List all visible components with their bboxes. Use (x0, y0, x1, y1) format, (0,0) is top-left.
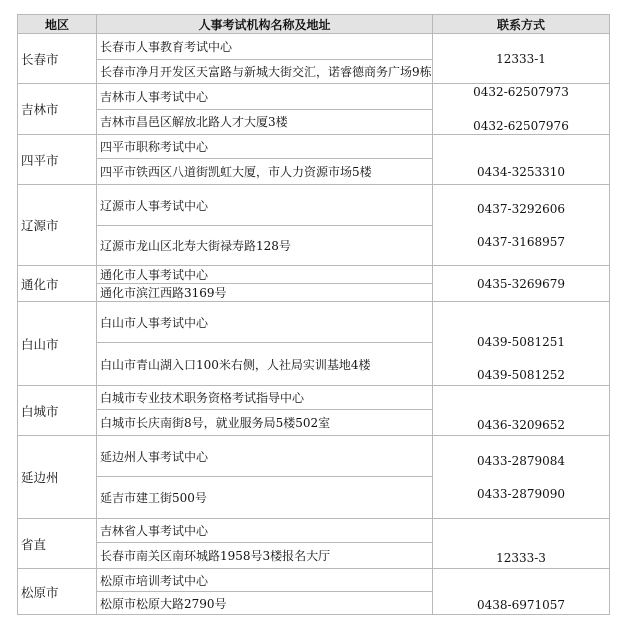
institution-name: 延边州人事考试中心 (97, 436, 433, 477)
exam-institutions-table (17, 14, 610, 615)
institution-address: 松原市松原大路2790号 (97, 592, 433, 615)
institution-address: 通化市滨江西路3169号 (97, 284, 433, 302)
phone-number: 12333-1 (496, 51, 546, 66)
phone-number: 0435-3269679 (476, 276, 566, 291)
institution-name: 辽源市人事考试中心 (97, 185, 433, 226)
table-row (18, 185, 610, 226)
contact-cell (433, 34, 610, 84)
phone-number: 0438-6971057 (476, 598, 566, 612)
table-row (18, 266, 610, 284)
institution-address: 辽源市龙山区北寿大街禄寿路128号 (97, 226, 433, 266)
region-cell: 延边州 (18, 436, 97, 519)
institution-name: 吉林省人事考试中心 (97, 519, 433, 543)
region-cell: 通化市 (18, 266, 97, 302)
region-cell: 松原市 (18, 569, 97, 615)
table-row (18, 569, 610, 592)
table-row (18, 519, 610, 543)
institution-address: 白城市长庆南街8号，就业服务局5楼502室 (97, 410, 433, 436)
table-header-row (18, 15, 610, 34)
institution-name: 四平市职称考试中心 (97, 135, 433, 159)
header-contact: 联系方式 (433, 15, 610, 34)
institution-address: 四平市铁西区八道街凯虹大厦，市人力资源市场5楼 (97, 159, 433, 185)
phone-number: 0439-5081252 (476, 368, 566, 382)
phone-number: 0434-3253310 (476, 165, 566, 179)
phone-number: 0432-62507973 (473, 85, 569, 99)
institution-name: 松原市培训考试中心 (97, 569, 433, 592)
institution-name: 长春市人事教育考试中心 (97, 34, 433, 60)
phone-number: 0432-62507976 (473, 119, 569, 133)
phone-number: 12333-3 (496, 551, 546, 565)
contact-cell (433, 569, 610, 615)
institution-address: 吉林市昌邑区解放北路人才大厦3楼 (97, 109, 433, 135)
institution-name: 吉林市人事考试中心 (97, 84, 433, 110)
contact-cell (433, 135, 610, 185)
contact-cell (433, 185, 610, 266)
contact-cell (433, 266, 610, 302)
contact-cell (433, 436, 610, 519)
phone-number: 0437-3168957 (476, 234, 566, 249)
contact-cell (433, 302, 610, 386)
region-cell: 白山市 (18, 302, 97, 386)
header-institution: 人事考试机构名称及地址 (97, 15, 433, 34)
header-region: 地区 (18, 15, 97, 34)
contact-cell (433, 84, 610, 135)
institution-address: 延吉市建工街500号 (97, 477, 433, 519)
institution-address: 长春市净月开发区天富路与新城大街交汇，诺睿德商务广场9栋 (97, 60, 433, 84)
contact-cell (433, 386, 610, 436)
region-cell: 省直 (18, 519, 97, 569)
phone-number: 0433-2879084 (476, 453, 566, 468)
table-row (18, 302, 610, 343)
phone-number: 0439-5081251 (476, 335, 566, 349)
table-row (18, 84, 610, 110)
region-cell: 白城市 (18, 386, 97, 436)
institution-address: 长春市南关区南环城路1958号3楼报名大厅 (97, 543, 433, 569)
region-cell: 长春市 (18, 34, 97, 84)
region-cell: 吉林市 (18, 84, 97, 135)
institution-name: 白山市人事考试中心 (97, 302, 433, 343)
phone-number: 0436-3209652 (476, 418, 566, 432)
institution-address: 白山市青山湖入口100米右侧，人社局实训基地4楼 (97, 343, 433, 386)
table-row (18, 386, 610, 410)
contact-cell (433, 519, 610, 569)
region-cell: 四平市 (18, 135, 97, 185)
table-row (18, 436, 610, 477)
institution-name: 白城市专业技术职务资格考试指导中心 (97, 386, 433, 410)
table-row (18, 135, 610, 159)
table-row (18, 34, 610, 60)
institution-name: 通化市人事考试中心 (97, 266, 433, 284)
region-cell: 辽源市 (18, 185, 97, 266)
phone-number: 0433-2879090 (476, 486, 566, 501)
phone-number: 0437-3292606 (476, 201, 566, 216)
